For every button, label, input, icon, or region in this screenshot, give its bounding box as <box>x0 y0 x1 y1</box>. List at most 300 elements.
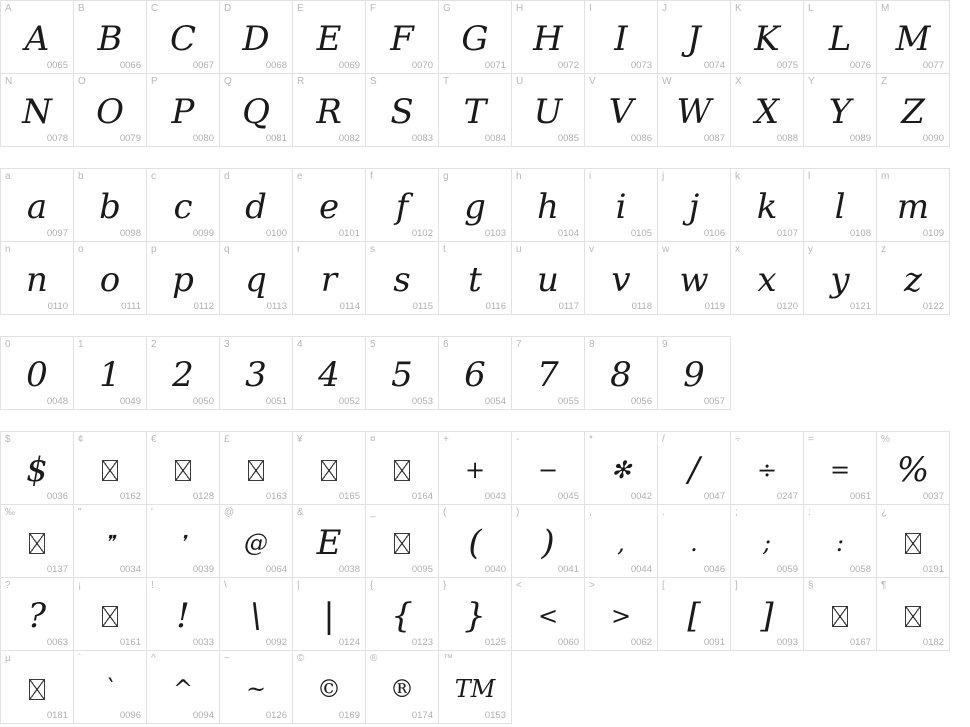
glyph-cell[interactable] <box>0 73 74 147</box>
glyph-preview: ; <box>762 529 772 557</box>
glyph-code-label: 0080 <box>192 133 214 144</box>
glyph-cell[interactable] <box>511 241 585 315</box>
glyph-cell[interactable] <box>584 0 658 74</box>
glyph-cell[interactable] <box>146 577 220 651</box>
glyph-cell[interactable] <box>365 73 439 147</box>
glyph-cell[interactable] <box>146 0 220 74</box>
glyph-cell[interactable] <box>657 431 731 505</box>
glyph-cell[interactable] <box>0 241 74 315</box>
glyph-preview: B <box>97 19 123 59</box>
glyph-char-label: £ <box>224 434 230 445</box>
glyph-code-label: 0102 <box>411 228 433 239</box>
glyph-char-label: j <box>662 171 665 182</box>
glyph-cell[interactable] <box>584 577 658 651</box>
glyph-cell[interactable] <box>146 73 220 147</box>
glyph-preview: p <box>172 260 194 300</box>
glyph-code-label: 0118 <box>631 301 652 312</box>
glyph-preview: 3 <box>245 355 267 395</box>
glyph-char-label: T <box>443 76 450 87</box>
glyph-char-label: \ <box>224 580 227 591</box>
glyph-cell[interactable] <box>657 336 731 410</box>
glyph-cell[interactable] <box>146 336 220 410</box>
glyph-cell[interactable] <box>438 336 512 410</box>
glyph-code-label: 0048 <box>46 396 68 407</box>
glyph-cell[interactable] <box>365 577 439 651</box>
glyph-cell[interactable] <box>730 241 804 315</box>
glyph-char-label: 6 <box>443 339 449 350</box>
glyph-cell[interactable] <box>876 73 950 147</box>
glyph-preview: F <box>390 19 414 59</box>
glyph-preview: i <box>615 187 627 227</box>
glyph-cell[interactable] <box>292 0 366 74</box>
glyph-preview: + <box>464 456 486 484</box>
glyph-cell[interactable] <box>803 73 877 147</box>
glyph-code-label: 0090 <box>922 133 944 144</box>
glyph-code-label: 0037 <box>922 491 944 502</box>
glyph-preview <box>1 517 73 569</box>
glyph-char-label: ÷ <box>735 434 741 445</box>
glyph-code-label: 0034 <box>119 564 141 575</box>
glyph-preview: a <box>26 187 48 227</box>
glyph-char-label: ™ <box>443 653 453 664</box>
glyph-cell[interactable] <box>73 336 147 410</box>
glyph-char-label: l <box>808 171 811 182</box>
glyph-cell[interactable] <box>584 504 658 578</box>
glyph-code-label: 0064 <box>265 564 287 575</box>
glyph-preview: 9 <box>683 355 705 395</box>
glyph-block-lowercase <box>0 168 970 314</box>
glyph-code-label: 0114 <box>339 301 360 312</box>
glyph-cell[interactable] <box>73 650 147 724</box>
glyph-preview: j <box>688 187 700 227</box>
glyph-char-label: " <box>78 507 82 518</box>
glyph-cell[interactable] <box>73 577 147 651</box>
glyph-preview: TM <box>454 675 496 703</box>
glyph-char-label: @ <box>224 507 235 518</box>
glyph-preview: ® <box>390 675 414 703</box>
glyph-cell[interactable] <box>146 504 220 578</box>
glyph-code-label: 0089 <box>849 133 871 144</box>
glyph-char-label: 7 <box>516 339 522 350</box>
glyph-cell[interactable] <box>146 241 220 315</box>
glyph-cell[interactable] <box>292 168 366 242</box>
glyph-char-label: b <box>78 171 84 182</box>
glyph-preview: c <box>173 187 193 227</box>
glyph-cell[interactable] <box>438 241 512 315</box>
glyph-code-label: 0111 <box>121 301 141 312</box>
glyph-cell[interactable] <box>0 336 74 410</box>
glyph-code-label: 0077 <box>922 60 944 71</box>
glyph-cell[interactable] <box>803 168 877 242</box>
glyph-code-label: 0126 <box>265 710 287 721</box>
glyph-code-label: 0092 <box>265 637 287 648</box>
glyph-block-uppercase <box>0 0 970 146</box>
glyph-code-label: 0038 <box>338 564 360 575</box>
glyph-char-label: ' <box>151 507 153 518</box>
glyph-preview <box>220 444 292 496</box>
glyph-preview: / <box>688 450 700 490</box>
glyph-preview: t <box>468 260 482 300</box>
glyph-preview: f <box>395 187 409 227</box>
glyph-cell[interactable] <box>730 431 804 505</box>
glyph-char-label: > <box>589 580 595 591</box>
glyph-cell[interactable] <box>657 577 731 651</box>
glyph-cell[interactable] <box>0 168 74 242</box>
glyph-cell[interactable] <box>803 431 877 505</box>
glyph-cell[interactable] <box>876 0 950 74</box>
glyph-cell[interactable] <box>365 336 439 410</box>
glyph-code-label: 0082 <box>338 133 360 144</box>
glyph-char-label: - <box>516 434 520 445</box>
glyph-preview: } <box>464 596 486 636</box>
glyph-cell[interactable] <box>365 241 439 315</box>
glyph-code-label: 0098 <box>119 228 141 239</box>
glyph-code-label: 0099 <box>192 228 214 239</box>
glyph-cell[interactable] <box>0 431 74 505</box>
glyph-code-label: 0067 <box>192 60 214 71</box>
glyph-preview: : <box>835 529 845 557</box>
glyph-char-label: W <box>662 76 672 87</box>
glyph-preview: ) <box>541 523 555 563</box>
glyph-cell[interactable] <box>73 241 147 315</box>
glyph-code-label: 0094 <box>192 710 214 721</box>
glyph-cell[interactable] <box>219 73 293 147</box>
glyph-code-label: 0119 <box>704 301 725 312</box>
glyph-code-label: 0056 <box>630 396 652 407</box>
glyph-preview: E <box>316 19 342 59</box>
glyph-cell[interactable] <box>511 73 585 147</box>
glyph-char-label: m <box>881 171 890 182</box>
glyph-preview: w <box>679 260 709 300</box>
glyph-cell[interactable] <box>219 168 293 242</box>
glyph-preview <box>366 444 438 496</box>
glyph-preview: R <box>316 92 342 132</box>
glyph-cell[interactable] <box>365 650 439 724</box>
glyph-cell[interactable] <box>511 0 585 74</box>
glyph-code-label: 0055 <box>557 396 579 407</box>
glyph-preview: Z <box>901 92 925 132</box>
glyph-preview: % <box>896 450 930 490</box>
glyph-cell[interactable] <box>803 0 877 74</box>
glyph-preview: ` <box>104 675 116 703</box>
glyph-cell[interactable] <box>219 504 293 578</box>
glyph-preview: S <box>390 92 414 132</box>
glyph-cell[interactable] <box>511 577 585 651</box>
glyph-char-label: [ <box>662 580 665 591</box>
glyph-cell[interactable] <box>511 168 585 242</box>
glyph-char-label: t <box>443 244 446 255</box>
glyph-cell[interactable] <box>219 0 293 74</box>
glyph-code-label: 0105 <box>630 228 652 239</box>
glyph-code-label: 0122 <box>922 301 944 312</box>
glyph-code-label: 0110 <box>47 301 68 312</box>
glyph-preview: X <box>754 92 780 132</box>
glyph-cell[interactable] <box>803 504 877 578</box>
glyph-code-label: 0162 <box>119 491 141 502</box>
glyph-code-label: 0047 <box>703 491 725 502</box>
glyph-code-label: 0096 <box>119 710 141 721</box>
glyph-code-label: 0125 <box>484 637 506 648</box>
glyph-block-digits <box>0 336 970 409</box>
glyph-cell[interactable] <box>219 336 293 410</box>
glyph-char-label: ¤ <box>370 434 376 445</box>
glyph-code-label: 0083 <box>411 133 433 144</box>
glyph-preview: x <box>757 260 777 300</box>
glyph-preview: l <box>834 187 846 227</box>
glyph-char-label: N <box>5 76 13 87</box>
glyph-char-label: ` <box>78 653 82 664</box>
glyph-char-label: = <box>808 434 814 445</box>
glyph-cell[interactable] <box>511 431 585 505</box>
glyph-cell[interactable] <box>292 336 366 410</box>
glyph-char-label: & <box>297 507 304 518</box>
glyph-code-label: 0182 <box>922 637 944 648</box>
glyph-cell[interactable] <box>73 73 147 147</box>
glyph-char-label: I <box>589 3 592 14</box>
glyph-cell[interactable] <box>365 431 439 505</box>
glyph-cell[interactable] <box>584 336 658 410</box>
glyph-cell[interactable] <box>292 504 366 578</box>
glyph-cell[interactable] <box>584 431 658 505</box>
glyph-code-label: 0062 <box>630 637 652 648</box>
glyph-code-label: 0091 <box>703 637 725 648</box>
glyph-char-label: p <box>151 244 157 255</box>
glyph-cell[interactable] <box>219 241 293 315</box>
glyph-cell[interactable] <box>657 168 731 242</box>
glyph-cell[interactable] <box>73 504 147 578</box>
glyph-code-label: 0043 <box>484 491 506 502</box>
glyph-cell[interactable] <box>219 577 293 651</box>
glyph-block-symbols <box>0 431 970 723</box>
glyph-preview <box>147 444 219 496</box>
glyph-char-label: ? <box>5 580 11 591</box>
glyph-preview <box>1 663 73 715</box>
glyph-cell[interactable] <box>146 431 220 505</box>
glyph-char-label: ¥ <box>297 434 303 445</box>
glyph-cell[interactable] <box>730 168 804 242</box>
glyph-cell[interactable] <box>292 241 366 315</box>
glyph-cell[interactable] <box>730 504 804 578</box>
glyph-preview: 0 <box>26 355 48 395</box>
glyph-preview: − <box>537 456 559 484</box>
glyph-preview: ÷ <box>756 456 778 484</box>
glyph-preview <box>366 517 438 569</box>
glyph-preview: 5 <box>391 355 413 395</box>
glyph-cell[interactable] <box>365 168 439 242</box>
glyph-cell[interactable] <box>876 241 950 315</box>
glyph-char-label: 9 <box>662 339 668 350</box>
glyph-cell[interactable] <box>438 577 512 651</box>
glyph-cell[interactable] <box>438 431 512 505</box>
glyph-code-label: 0068 <box>265 60 287 71</box>
glyph-cell[interactable] <box>657 241 731 315</box>
glyph-char-label: D <box>224 3 232 14</box>
glyph-code-label: 0108 <box>849 228 871 239</box>
glyph-preview: T <box>463 92 487 132</box>
block-separator <box>0 146 970 168</box>
glyph-cell[interactable] <box>292 650 366 724</box>
glyph-preview: g <box>464 187 486 227</box>
glyph-cell[interactable] <box>657 73 731 147</box>
glyph-char-label: P <box>151 76 158 87</box>
glyph-cell[interactable] <box>584 168 658 242</box>
glyph-cell[interactable] <box>730 73 804 147</box>
glyph-code-label: 0045 <box>557 491 579 502</box>
glyph-preview: [ <box>687 596 701 636</box>
glyph-char-label: ( <box>443 507 447 518</box>
glyph-code-label: 0109 <box>922 228 944 239</box>
glyph-code-label: 0117 <box>558 301 579 312</box>
glyph-code-label: 0078 <box>46 133 68 144</box>
glyph-char-label: V <box>589 76 596 87</box>
glyph-preview: d <box>245 187 267 227</box>
block-separator <box>0 314 970 336</box>
glyph-code-label: 0128 <box>192 491 214 502</box>
glyph-code-label: 0086 <box>630 133 652 144</box>
glyph-preview: G <box>461 19 489 59</box>
glyph-preview: 4 <box>318 355 340 395</box>
glyph-cell[interactable] <box>584 241 658 315</box>
glyph-preview: 7 <box>537 355 559 395</box>
glyph-cell[interactable] <box>0 650 74 724</box>
glyph-preview: L <box>828 19 852 59</box>
glyph-char-label: % <box>881 434 890 445</box>
glyph-code-label: 0121 <box>849 301 871 312</box>
glyph-cell[interactable] <box>803 577 877 651</box>
glyph-code-label: 0053 <box>411 396 433 407</box>
glyph-code-label: 0107 <box>776 228 798 239</box>
glyph-cell[interactable] <box>73 168 147 242</box>
glyph-cell[interactable] <box>0 0 74 74</box>
glyph-char-label: J <box>662 3 667 14</box>
glyph-char-label: c <box>151 171 156 182</box>
glyph-cell[interactable] <box>292 577 366 651</box>
glyph-char-label: Z <box>881 76 888 87</box>
glyph-code-label: 0165 <box>338 491 360 502</box>
glyph-cell[interactable] <box>438 0 512 74</box>
glyph-cell[interactable] <box>511 336 585 410</box>
glyph-cell[interactable] <box>511 504 585 578</box>
glyph-char-label: } <box>443 580 447 591</box>
glyph-preview: ? <box>27 596 47 636</box>
glyph-cell[interactable] <box>365 504 439 578</box>
glyph-preview: N <box>22 92 52 132</box>
glyph-char-label: / <box>662 434 665 445</box>
block-separator <box>0 409 970 431</box>
glyph-char-label: § <box>808 580 814 591</box>
glyph-char-label: ¡ <box>78 580 82 591</box>
glyph-cell[interactable] <box>803 241 877 315</box>
glyph-preview: 1 <box>99 355 121 395</box>
glyph-cell[interactable] <box>292 431 366 505</box>
glyph-preview: b <box>99 187 121 227</box>
glyph-code-label: 0050 <box>192 396 214 407</box>
glyph-char-label: d <box>224 171 230 182</box>
glyph-code-label: 0081 <box>265 133 287 144</box>
glyph-cell[interactable] <box>876 168 950 242</box>
glyph-cell[interactable] <box>438 650 512 724</box>
glyph-char-label: < <box>516 580 522 591</box>
glyph-cell[interactable] <box>219 650 293 724</box>
glyph-code-label: 0097 <box>46 228 68 239</box>
glyph-code-label: 0049 <box>119 396 141 407</box>
glyph-preview: ~ <box>245 675 267 703</box>
glyph-char-label: O <box>78 76 86 87</box>
glyph-cell[interactable] <box>438 73 512 147</box>
glyph-preview: v <box>611 260 631 300</box>
glyph-preview <box>877 517 949 569</box>
glyph-cell[interactable] <box>73 0 147 74</box>
glyph-code-label: 0247 <box>776 491 798 502</box>
glyph-cell[interactable] <box>876 431 950 505</box>
glyph-cell[interactable] <box>146 650 220 724</box>
glyph-code-label: 0101 <box>338 228 360 239</box>
glyph-cell[interactable] <box>730 0 804 74</box>
glyph-char-label: 4 <box>297 339 303 350</box>
glyph-code-label: 0079 <box>119 133 141 144</box>
glyph-code-label: 0137 <box>46 564 68 575</box>
glyph-cell[interactable] <box>730 577 804 651</box>
glyph-cell[interactable] <box>876 577 950 651</box>
glyph-code-label: 0161 <box>119 637 141 648</box>
glyph-code-label: 0058 <box>849 564 871 575</box>
glyph-code-label: 0042 <box>630 491 652 502</box>
glyph-char-label: h <box>516 171 522 182</box>
glyph-code-label: 0070 <box>411 60 433 71</box>
glyph-char-label: q <box>224 244 230 255</box>
glyph-cell[interactable] <box>438 168 512 242</box>
glyph-preview: V <box>608 92 634 132</box>
glyph-cell[interactable] <box>219 431 293 505</box>
glyph-preview: z <box>904 260 922 300</box>
glyph-code-label: 0087 <box>703 133 725 144</box>
glyph-preview: W <box>676 92 712 132</box>
glyph-preview: ❜ <box>180 532 186 553</box>
glyph-preview: \ <box>250 596 262 636</box>
glyph-char-label: ] <box>735 580 738 591</box>
glyph-preview: U <box>533 92 563 132</box>
glyph-cell[interactable] <box>0 504 74 578</box>
glyph-char-label: , <box>589 507 592 518</box>
glyph-cell[interactable] <box>657 504 731 578</box>
glyph-cell[interactable] <box>0 577 74 651</box>
glyph-char-label: * <box>589 434 593 445</box>
glyph-cell[interactable] <box>438 504 512 578</box>
glyph-preview: h <box>537 187 559 227</box>
glyph-char-label: M <box>881 3 890 14</box>
glyph-char-label: : <box>808 507 811 518</box>
glyph-cell[interactable] <box>584 73 658 147</box>
glyph-preview: m <box>896 187 930 227</box>
glyph-preview <box>293 444 365 496</box>
glyph-code-label: 0074 <box>703 60 725 71</box>
glyph-cell[interactable] <box>876 504 950 578</box>
glyph-char-label: $ <box>5 434 11 445</box>
glyph-preview: ❞ <box>105 532 115 553</box>
glyph-preview: 6 <box>464 355 486 395</box>
glyph-cell[interactable] <box>657 0 731 74</box>
glyph-cell[interactable] <box>365 0 439 74</box>
glyph-cell[interactable] <box>292 73 366 147</box>
glyph-code-label: 0084 <box>484 133 506 144</box>
glyph-preview: Q <box>242 92 270 132</box>
glyph-char-label: ^ <box>151 653 156 664</box>
glyph-cell[interactable] <box>146 168 220 242</box>
glyph-cell[interactable] <box>73 431 147 505</box>
glyph-char-label: U <box>516 76 524 87</box>
glyph-char-label: Q <box>224 76 232 87</box>
glyph-code-label: 0095 <box>411 564 433 575</box>
